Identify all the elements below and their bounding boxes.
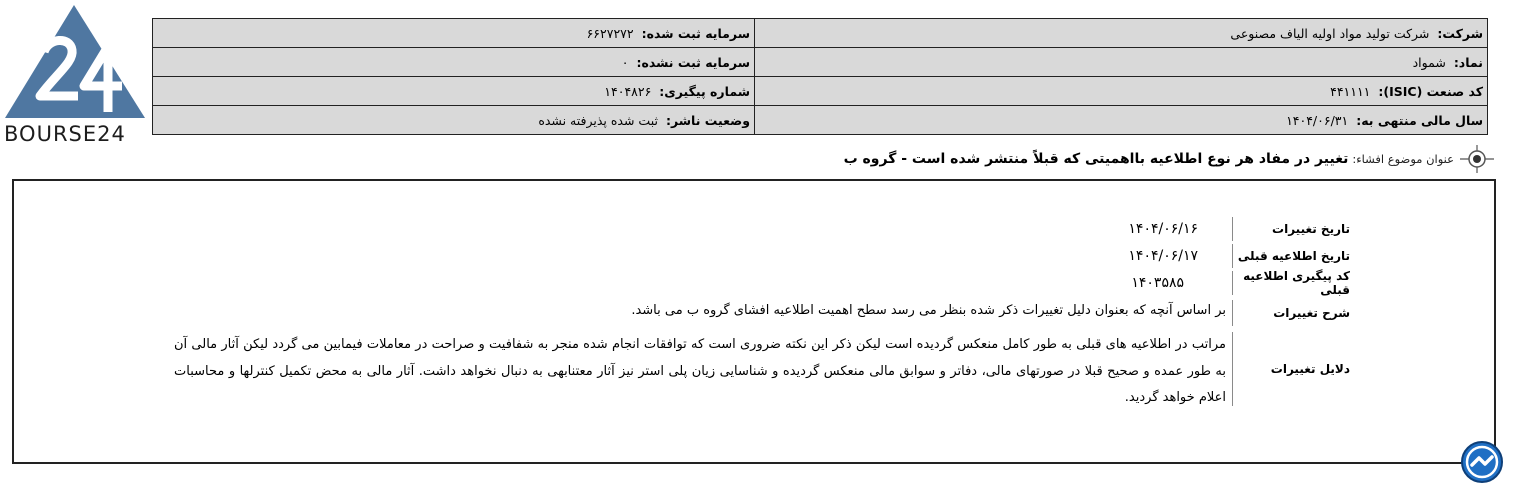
tracking-cell <box>153 77 754 105</box>
info-row <box>153 48 1487 77</box>
company-info-table <box>152 18 1488 135</box>
capital-registered-value: ۶۶۲۷۲۷۲ <box>586 25 634 41</box>
info-row <box>153 77 1487 106</box>
change-date-label: تاریخ تغییرات <box>1232 217 1354 241</box>
publisher-status-cell <box>153 106 754 134</box>
detail-row <box>174 298 1354 326</box>
details-table <box>174 217 1354 412</box>
target-icon <box>1460 145 1494 173</box>
tracking-label: شماره پیگیری: <box>659 83 750 99</box>
symbol-cell <box>754 48 1487 76</box>
detail-row <box>174 271 1354 298</box>
prev-date-value: ۱۴۰۴/۰۶/۱۷ <box>1128 248 1198 264</box>
fiscal-year-cell <box>754 106 1487 134</box>
change-date-value: ۱۴۰۴/۰۶/۱۶ <box>1128 221 1198 237</box>
capital-registered-label: سرمایه ثبت شده: <box>641 25 750 41</box>
reasons-value: مراتب در اطلاعیه های قبلی به طور کامل منعکس گردیده است لیکن ذکر این نکته ضروری است که توافقات انجام شده منجر به شفافیت و صراحت در معاملات فیمابین می گردد لیکن آثار مالی آن به طور عمده و صحیح قبلا در صورتهای مالی، دفاتر و سوابق مالی منعکس گردیده و شناسایی زیان پلی استر نیز آثار معتنابهی به دنبال نخواهد داشت. آثار مالی به محض تکمیل کنترلها و محاسبات اعلام خواهد گردید. <box>174 337 1226 405</box>
capital-unregistered-label: سرمایه ثبت نشده: <box>636 54 750 70</box>
detail-row <box>174 244 1354 271</box>
detail-row <box>174 332 1354 412</box>
company-cell <box>754 19 1487 47</box>
subject-title: تغییر در مفاد هر نوع اطلاعیه بااهمیتی که قبلاً منتشر شده است - گروه ب <box>843 151 1349 167</box>
disclosure-content-box <box>12 179 1496 464</box>
info-row <box>153 19 1487 48</box>
company-value: شرکت تولید مواد اولیه الیاف مصنوعی <box>1230 25 1430 41</box>
publisher-status-value: ثبت شده پذیرفته نشده <box>538 112 658 128</box>
isic-value: ۴۴۱۱۱۱ <box>1330 83 1371 99</box>
description-value: بر اساس آنچه که بعنوان دلیل تغییرات ذکر شده بنظر می رسد سطح اهمیت اطلاعیه افشای گروه ب می باشد. <box>631 303 1226 318</box>
capital-unregistered-value: ۰ <box>621 54 629 70</box>
tracking-value: ۱۴۰۴۸۲۶ <box>604 83 652 99</box>
capital-unregistered-cell <box>153 48 754 76</box>
publisher-status-label: وضعیت ناشر: <box>665 112 750 128</box>
capital-registered-cell <box>153 19 754 47</box>
logo-mark-icon <box>0 0 150 125</box>
prev-code-value: ۱۴۰۳۵۸۵ <box>1131 275 1184 291</box>
prev-date-label: تاریخ اطلاعیه قبلی <box>1232 244 1354 268</box>
fiscal-year-value: ۱۴۰۴/۰۶/۳۱ <box>1286 112 1349 128</box>
disclosure-subject <box>844 145 1494 173</box>
prev-code-label: کد پیگیری اطلاعیه قبلی <box>1232 271 1354 295</box>
detail-row <box>174 217 1354 244</box>
info-row <box>153 106 1487 134</box>
symbol-value: شمواد <box>1412 54 1446 70</box>
bourse24-logo <box>0 0 150 150</box>
description-label: شرح تغییرات <box>1232 300 1354 326</box>
subject-label: عنوان موضوع افشاء: <box>1352 152 1454 166</box>
logo-text: BOURSE24 <box>4 122 126 146</box>
bourse-badge-icon[interactable] <box>1460 440 1504 484</box>
isic-label: کد صنعت (ISIC): <box>1378 83 1483 99</box>
isic-cell <box>754 77 1487 105</box>
symbol-label: نماد: <box>1453 54 1483 70</box>
reasons-label: دلایل تغییرات <box>1232 332 1354 406</box>
fiscal-year-label: سال مالی منتهی به: <box>1356 112 1483 128</box>
company-label: شرکت: <box>1437 25 1483 41</box>
